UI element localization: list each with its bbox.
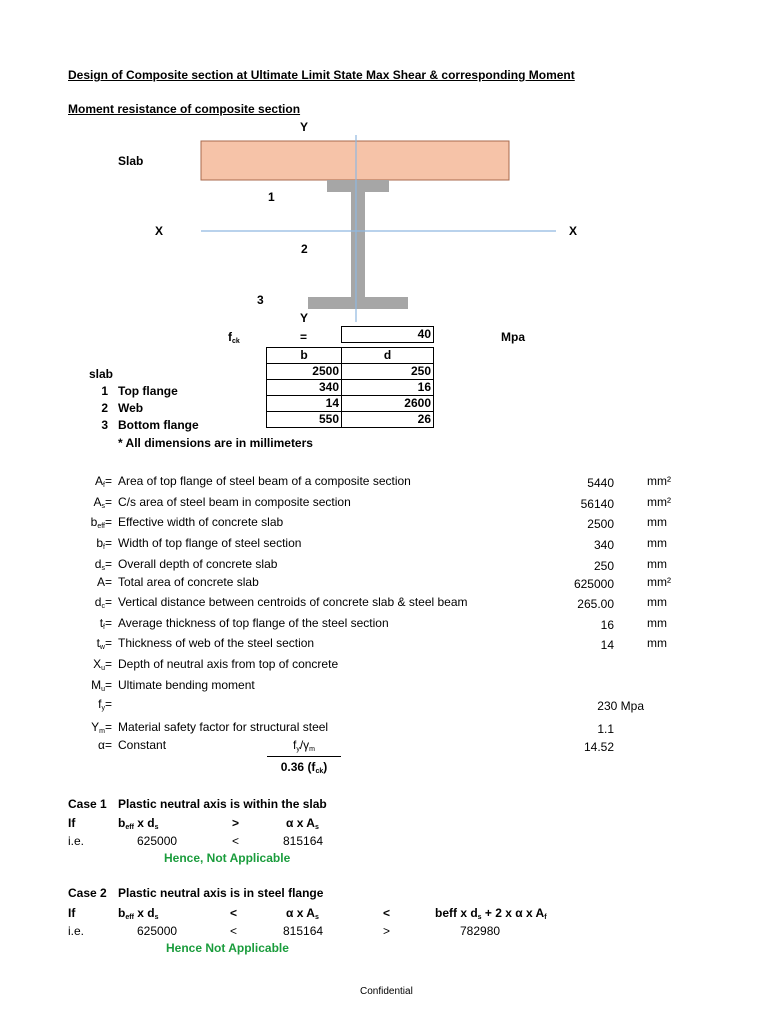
param-unit: mm² [647,575,671,589]
param-unit: mm [647,515,667,529]
row-label-bottom-flange: Bottom flange [118,418,199,432]
param-symbol: $A_f=$ [95,474,112,489]
fck-value-cell [341,326,434,343]
web-b: 14 [267,396,342,412]
param-description: Constant [118,738,167,752]
param-symbol: $d_s=$ [94,557,112,572]
fck-value: 40 [342,327,434,343]
param-value: 16 [600,618,614,632]
param-unit: mm [647,616,667,630]
param-unit: mm [647,595,667,609]
param-value: 14.52 [583,740,614,754]
param-symbol: $M_u=$ [91,678,112,693]
param-description: Area of top flange of steel beam of a composite section [118,474,411,488]
case2-if: If [68,906,76,920]
case1-ie: i.e. [68,834,85,848]
header-d: d [342,348,434,364]
param-description: Thickness of web of the steel section [118,636,315,650]
param-symbol: $X_u=$ [93,657,112,672]
case2-description: Plastic neutral axis is in steel flange [118,886,324,900]
y-axis-label-bottom: Y [300,311,309,325]
case1-operator-value: < [232,834,240,848]
case2-lhs-value: 625000 [137,924,178,938]
case1-description: Plastic neutral axis is within the slab [118,797,327,811]
param-description: Average thickness of top flange of the steel section [118,616,389,630]
case2-operator-1-value: < [230,924,238,938]
param-value: 625000 [573,577,614,591]
param-value: 250 [593,559,614,573]
param-symbol: $t_f=$ [99,616,112,631]
case1-operator: > [232,816,240,830]
slab-b: 2500 [267,364,342,380]
bottom-flange-d: 26 [342,412,434,428]
param-value: 230 Mpa [597,699,644,713]
case2-rhs: beff x $d_s + 2$ x α x $A_f$ [435,906,547,921]
row-label-top-flange: Top flange [118,384,178,398]
param-value: 1.1 [597,722,614,736]
web-d: 2600 [342,396,434,412]
row-label-slab: slab [89,367,114,381]
dimension-table-header [267,348,434,364]
param-description: Depth of neutral axis from top of concrete [118,657,339,671]
param-symbol: $b_{eff}=$ [90,515,112,530]
case1-lhs-value: 625000 [137,834,178,848]
slab-label: Slab [118,154,144,168]
case2-operator-1: < [230,906,238,920]
param-unit: mm² [647,495,671,509]
slab-shape [201,141,509,180]
fck-equals: = [300,330,308,344]
case1-if: If [68,816,76,830]
table-row [267,396,434,412]
case2-operator-2-value: > [383,924,391,938]
param-value: 265.00 [577,597,614,611]
param-value: 14 [600,638,614,652]
param-symbol: $t_w=$ [96,636,112,651]
dimensions-note: * All dimensions are in millimeters [118,436,313,450]
param-value: 340 [593,538,614,552]
top-flange-shape [327,180,389,192]
footer-confidential: Confidential [360,986,413,997]
alpha-fraction-bar [267,756,341,757]
param-symbol: $d_c=$ [94,595,112,610]
slab-d: 250 [342,364,434,380]
case1-label: Case 1 [68,797,107,811]
case1-rhs: α x $A_s$ [286,816,319,831]
param-unit: mm² [647,474,671,488]
param-description: Ultimate bending moment [118,678,255,692]
case2-middle-value: 815164 [283,924,324,938]
param-description: Overall depth of concrete slab [118,557,278,571]
case1-result: Hence, Not Applicable [164,851,291,865]
case2-result: Hence Not Applicable [166,941,289,955]
param-symbol: α= [98,738,112,752]
param-value: 56140 [580,497,614,511]
top-flange-b: 340 [267,380,342,396]
case2-rhs-value: 782980 [460,924,501,938]
param-unit: mm [647,636,667,650]
alpha-numerator: $f_y/\gamma_m$ [292,738,316,753]
row-num-2: 2 [101,401,108,415]
row-num-3: 3 [101,418,108,432]
y-axis-label-top: Y [300,120,309,134]
param-description: Vertical distance between centroids of concrete slab & steel beam [118,595,468,609]
case2-label: Case 2 [68,886,107,900]
param-value: 5440 [587,476,614,490]
param-unit: mm [647,557,667,571]
case1-rhs-value: 815164 [283,834,324,848]
param-symbol: $Y_m=$ [91,720,112,735]
row-num-1: 1 [101,384,108,398]
param-symbol: $A_s=$ [93,495,112,510]
fck-unit: Mpa [501,330,525,344]
table-row [267,364,434,380]
param-description: Width of top flange of steel section [118,536,302,550]
web-shape [351,192,365,297]
case2-lhs: $b_{eff}$ x $d_s$ [118,906,159,921]
component-2-label: 2 [301,242,308,256]
section-subtitle: Moment resistance of composite section [68,102,301,116]
row-label-web: Web [118,401,144,415]
param-symbol: A= [96,575,112,589]
case2-middle: α x $A_s$ [286,906,319,921]
alpha-denominator: 0.36 $(f_{ck})$ [280,760,328,775]
param-symbol: $b_f=$ [96,536,112,551]
document-title: Design of Composite section at Ultimate Limit State Max Shear & corresponding Moment [68,68,575,82]
param-value: 2500 [587,517,614,531]
dimension-table [266,347,434,428]
fck-symbol: $f_{ck}$ [228,330,240,345]
x-axis-label-left: X [155,224,164,238]
case2-operator-2: < [383,906,391,920]
param-description: C/s area of steel beam in composite section [118,495,351,509]
param-description: Total area of concrete slab [118,575,259,589]
param-description: Effective width of concrete slab [118,515,284,529]
top-flange-d: 16 [342,380,434,396]
table-row [267,380,434,396]
param-description: Material safety factor for structural steel [118,720,329,734]
component-1-label: 1 [268,190,275,204]
param-unit: mm [647,536,667,550]
case2-ie: i.e. [68,924,85,938]
component-3-label: 3 [257,293,264,307]
x-axis-label-right: X [569,224,578,238]
header-b: b [267,348,342,364]
bottom-flange-b: 550 [267,412,342,428]
param-symbol: $f_y=$ [98,697,112,712]
case1-lhs: $b_{eff}$ x $d_s$ [118,816,159,831]
table-row [267,412,434,428]
bottom-flange-shape [308,297,408,309]
